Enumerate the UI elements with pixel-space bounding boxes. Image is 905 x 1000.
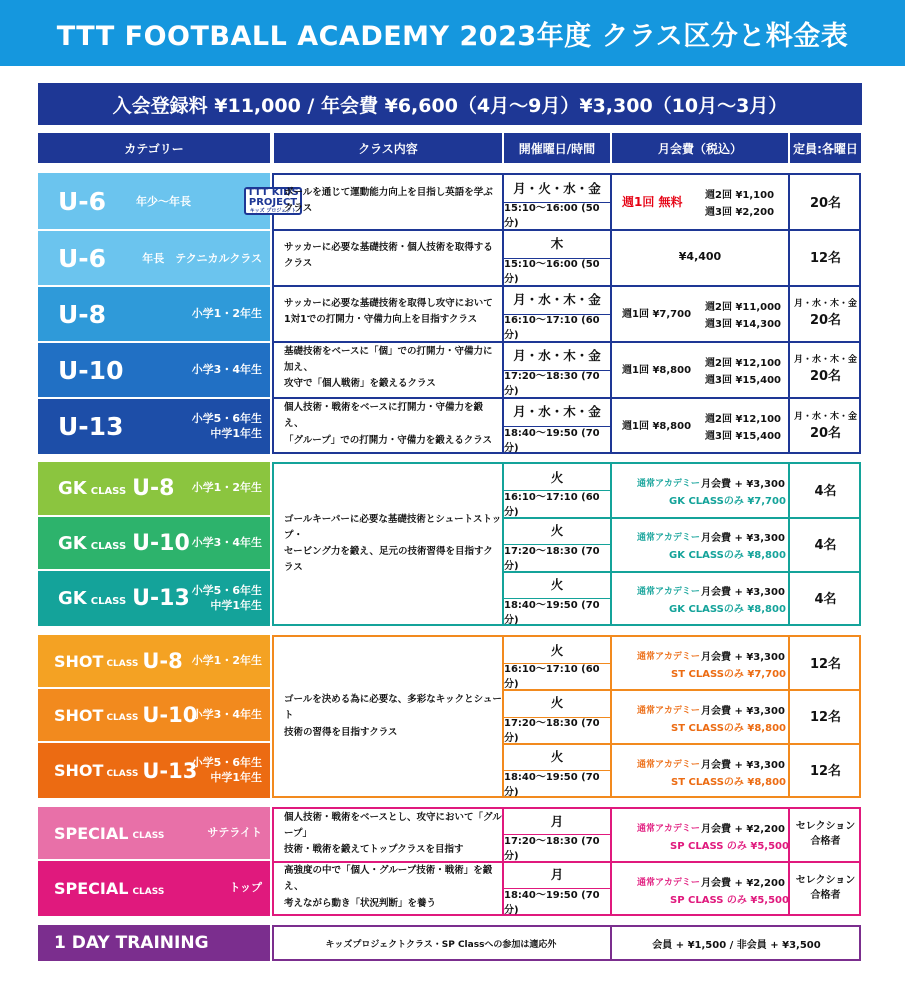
class-days: 火 xyxy=(550,642,564,658)
capacity: 月・水・木・金 20名 xyxy=(793,299,857,328)
category-u13 xyxy=(38,399,270,454)
category-special-top: SPECIAL CLASS トップ xyxy=(38,861,270,916)
fee-class-only: SP CLASS のみ ¥5,500 xyxy=(670,895,789,906)
class-time: 18:40〜19:50 (70分) xyxy=(504,772,600,798)
capacity: 12名 xyxy=(809,250,842,266)
fee-academy-label: 通常アカデミー xyxy=(637,878,700,888)
class-time: 18:40〜19:50 (70分) xyxy=(504,427,600,454)
fee-thrice: 週3回 ¥15,400 xyxy=(705,431,781,442)
class-days: 月 xyxy=(550,814,564,829)
class-description: サッカーに必要な基礎技術を取得し攻守において 1対1での打開力・守備力向上を目指すクラス xyxy=(284,297,493,325)
class-days: 月・水・木・金 xyxy=(513,347,601,363)
category-one-day xyxy=(38,925,270,961)
class-time: 15:10〜16:00 (50分) xyxy=(504,259,600,285)
category-name: U-6 xyxy=(58,243,107,273)
category-u6-technical xyxy=(38,231,270,285)
category-gk-u8: GK CLASS U-8 小学1・2年生 xyxy=(38,462,270,515)
one-day-note: キッズプロジェクトクラス・SP Classへの参加は適応外 xyxy=(325,939,557,950)
header-content: クラス内容 xyxy=(274,133,502,163)
one-day-title: 1 DAY TRAINING xyxy=(54,933,209,953)
class-days: 月・水・木・金 xyxy=(513,291,601,307)
category-level: サテライト xyxy=(207,825,262,839)
fee-flat: ¥4,400 xyxy=(678,249,722,263)
fee-twice: 週2回 ¥11,000 xyxy=(705,302,781,313)
fee-class-only: GK CLASSのみ ¥7,700 xyxy=(669,496,786,507)
category-u8 xyxy=(38,287,270,341)
class-description: 個人技術・戦術をベースに打開力・守備力を鍛え、 「グループ」での打開力・守備力を鍛えるクラス xyxy=(284,402,492,446)
class-days: 火 xyxy=(550,695,564,710)
capacity: 12名 xyxy=(809,764,842,779)
class-days: 月 xyxy=(550,867,564,882)
capacity: セレクション 合格者 xyxy=(795,821,856,847)
class-description: 高強度の中で「個人・グループ技術・戦術」を鍛え、 考えながら動き「状況判断」を養う xyxy=(284,865,493,909)
class-time: 17:20〜18:30 (70分) xyxy=(504,835,600,862)
category-age-2: 中学1年生 xyxy=(210,426,262,440)
category-gk-u13: GK CLASS U-13 小学5・6年生 中学1年生 xyxy=(38,571,270,626)
class-days: 火 xyxy=(550,577,564,592)
capacity: 20名 xyxy=(809,195,842,211)
fee-thrice: 週3回 ¥15,400 xyxy=(705,375,781,386)
class-time: 15:10〜16:00 (50分) xyxy=(504,203,600,229)
fee-academy-label: 通常アカデミー xyxy=(637,706,700,716)
fee-academy-value: 月会費 + ¥2,200 xyxy=(701,824,785,835)
fee-academy-label: 通常アカデミー xyxy=(637,533,700,543)
category-name: U-6 xyxy=(58,186,107,216)
category-age: 小学3・4年生 xyxy=(191,535,262,549)
category-age: 小学1・2年生 xyxy=(191,653,262,667)
class-days: 木 xyxy=(550,235,564,251)
gk-description: ゴールキーパーに必要な基礎技術とシュートストップ・ セービング力を鍛え、足元の技術習得を目指すクラス xyxy=(284,513,502,574)
category-name: U-10 xyxy=(58,355,124,385)
class-days: 月・火・水・金 xyxy=(513,180,601,196)
fee-academy-value: 月会費 + ¥3,300 xyxy=(701,587,785,598)
fee-academy-label: 通常アカデミー xyxy=(637,760,700,770)
category-age: 年長 テクニカルクラス xyxy=(142,252,262,265)
fee-twice: 週2回 ¥12,100 xyxy=(705,414,781,425)
class-time: 18:40〜19:50 (70分) xyxy=(504,890,600,916)
capacity: 12名 xyxy=(809,656,842,672)
fee-thrice: 週3回 ¥14,300 xyxy=(705,319,781,330)
fee-twice: 週2回 ¥12,100 xyxy=(705,358,781,369)
class-time: 16:10〜17:10 (60分) xyxy=(504,664,600,690)
category-u6-kids xyxy=(38,173,299,229)
category-name: U-13 xyxy=(58,412,124,441)
fee-once: 週1回 ¥8,800 xyxy=(622,365,692,376)
fee-academy-label: 通常アカデミー xyxy=(637,824,700,834)
category-level: トップ xyxy=(229,881,262,895)
class-time: 18:40〜19:50 (70分) xyxy=(504,600,600,626)
capacity: 月・水・木・金 20名 xyxy=(793,355,857,384)
class-days: 火 xyxy=(550,469,564,485)
header-capacity: 定員:各曜日 xyxy=(790,133,861,163)
category-age-2: 中学1年生 xyxy=(210,770,262,784)
fee-class-only: GK CLASSのみ ¥8,800 xyxy=(669,604,786,615)
class-days: 火 xyxy=(550,523,564,538)
fee-class-only: GK CLASSのみ ¥8,800 xyxy=(669,550,786,561)
class-description: 個人技術・戦術をベースとし、攻守において「グループ」 技術・戦術を鍛えてトップクラスを目指す xyxy=(284,811,502,856)
category-age: 小学5・6年生 xyxy=(191,583,262,597)
one-day-fee: 会員 + ¥1,500 / 非会員 + ¥3,500 xyxy=(652,939,821,951)
category-gk-u10: GK CLASS U-10 小学3・4年生 xyxy=(38,517,270,569)
kids-project-logo: TTT KIDS PROJECT キッズ プロジェクト xyxy=(244,187,302,215)
class-time: 17:20〜18:30 (70分) xyxy=(504,371,600,397)
fee-class-only: ST CLASSのみ ¥8,800 xyxy=(671,777,786,788)
class-description: サッカーに必要な基礎技術・個人技術を取得するクラス xyxy=(284,241,493,269)
fee-academy-label: 通常アカデミー xyxy=(637,479,700,489)
category-shot-u13: SHOT CLASS U-13 小学5・6年生 中学1年生 xyxy=(38,743,270,798)
capacity: 4名 xyxy=(814,537,837,553)
category-special-satellite: SPECIAL CLASS サテライト xyxy=(38,807,270,859)
category-age: 小学1・2年生 xyxy=(191,306,262,320)
page-title: TTT FOOTBALL ACADEMY 2023年度 クラス区分と料金表 xyxy=(0,0,905,66)
class-days: 月・水・木・金 xyxy=(513,403,601,419)
class-time: 17:20〜18:30 (70分) xyxy=(504,717,600,744)
fee-class-only: ST CLASSのみ ¥7,700 xyxy=(671,669,786,680)
capacity: 4名 xyxy=(814,592,837,607)
fee-academy-value: 月会費 + ¥3,300 xyxy=(701,479,785,490)
capacity: 4名 xyxy=(814,484,837,499)
class-description: 基礎技術をベースに「個」での打開力・守備力に加え、 攻守で「個人戦術」を鍛えるクラス xyxy=(284,345,493,390)
fee-academy-value: 月会費 + ¥3,300 xyxy=(701,652,785,663)
category-name: U-8 xyxy=(58,299,107,329)
category-shot-u10: SHOT CLASS U-10 小学3・4年生 xyxy=(38,689,270,741)
category-age-2: 中学1年生 xyxy=(210,598,262,612)
class-time: 16:10〜17:10 (60分) xyxy=(504,491,600,518)
header-fee: 月会費（税込） xyxy=(612,133,788,163)
fee-academy-value: 月会費 + ¥3,300 xyxy=(701,760,785,771)
fee-academy-label: 通常アカデミー xyxy=(637,652,700,662)
fee-academy-label: 通常アカデミー xyxy=(637,587,700,597)
fee-once: 週1回 ¥7,700 xyxy=(622,309,692,320)
capacity: 月・水・木・金 20名 xyxy=(793,411,857,441)
capacity: 12名 xyxy=(809,709,842,725)
category-u10 xyxy=(38,343,270,397)
class-time: 17:20〜18:30 (70分) xyxy=(504,545,600,572)
category-age: 小学3・4年生 xyxy=(191,362,262,376)
class-time: 16:10〜17:10 (60分) xyxy=(504,315,600,341)
category-age: 年少〜年長 xyxy=(136,195,191,208)
fee-academy-value: 月会費 + ¥2,200 xyxy=(701,878,785,889)
category-age: 小学3・4年生 xyxy=(191,707,262,721)
header-category: カテゴリー xyxy=(38,133,270,163)
class-description: ボールを通じて運動能力向上を目指し英語を学ぶクラス xyxy=(284,186,493,214)
capacity: セレクション 合格者 xyxy=(795,874,856,901)
fee-free: 週1回 無料 xyxy=(622,195,683,209)
fee-once: 週1回 ¥8,800 xyxy=(622,421,692,432)
fee-thrice: 週3回 ¥2,200 xyxy=(705,207,775,218)
category-age: 小学5・6年生 xyxy=(191,411,262,425)
fee-academy-value: 月会費 + ¥3,300 xyxy=(701,706,785,717)
category-age: 小学5・6年生 xyxy=(191,755,262,769)
fee-class-only: ST CLASSのみ ¥8,800 xyxy=(671,723,786,734)
shot-description: ゴールを決める為に必要な、多彩なキックとシュート 技術の習得を目指すクラス xyxy=(284,694,502,738)
category-shot-u8: SHOT CLASS U-8 小学1・2年生 xyxy=(38,635,270,687)
header-schedule: 開催曜日/時間 xyxy=(504,133,610,163)
registration-fee-banner: 入会登録料 ¥11,000 / 年会費 ¥6,600（4月〜9月）¥3,300（10月〜3月） xyxy=(38,83,862,125)
category-age: 小学1・2年生 xyxy=(191,481,262,495)
class-days: 火 xyxy=(550,749,564,764)
fee-academy-value: 月会費 + ¥3,300 xyxy=(701,533,785,544)
fee-twice: 週2回 ¥1,100 xyxy=(705,190,775,201)
fee-class-only: SP CLASS のみ ¥5,500 xyxy=(670,841,789,852)
